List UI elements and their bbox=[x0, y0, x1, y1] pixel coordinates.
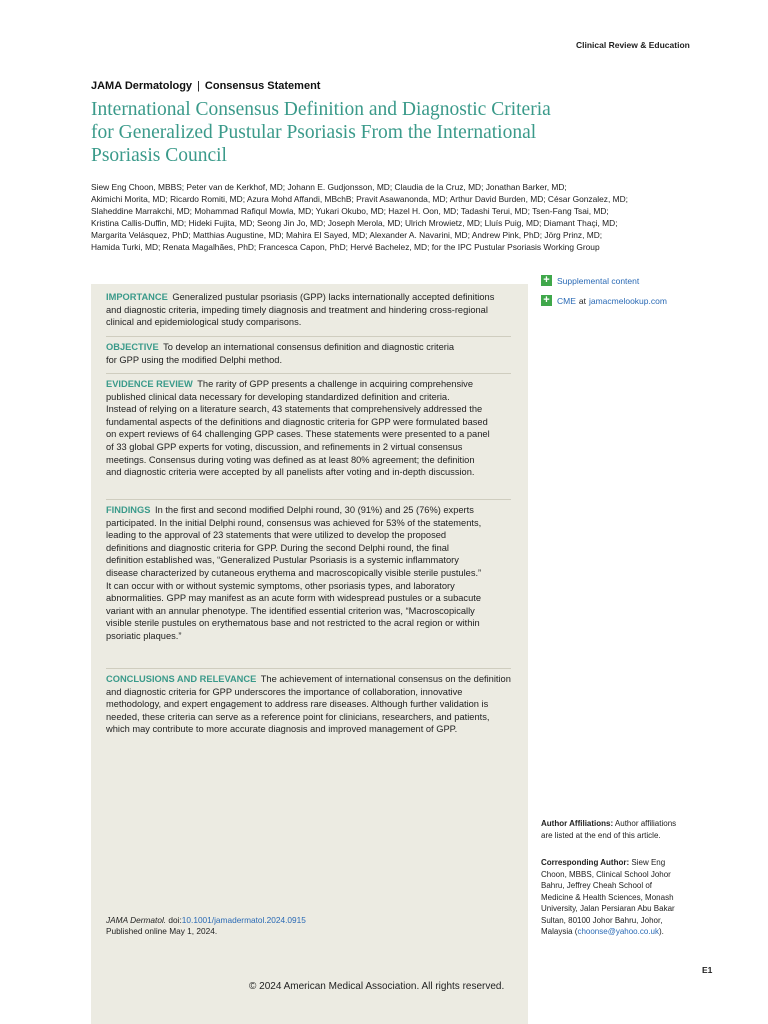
author-line: Hamida Turki, MD; Renata Magalhães, PhD; Francesca Capon, PhD; Hervé Bachelez, MD; for the IPC Pustular Psoriasis Working Group bbox=[91, 241, 600, 252]
article-title bbox=[91, 98, 591, 167]
abstract-line: The achievement of international consensus on the definition bbox=[260, 674, 511, 684]
journal-separator: | bbox=[197, 80, 200, 92]
supplemental-content-link[interactable] bbox=[541, 275, 639, 286]
affiliations-heading: Author Affiliations: bbox=[541, 819, 614, 828]
importance-heading: IMPORTANCE bbox=[106, 292, 168, 302]
abstract-evidence-review bbox=[106, 378, 511, 479]
journal-abbrev: JAMA Dermatol. bbox=[106, 915, 167, 925]
abstract-line: clinical and epidemiological study comparisons. bbox=[106, 317, 302, 328]
author-line: Siew Eng Choon, MBBS; Peter van de Kerkhof, MD; Johann E. Gudjonsson, MD; Claudia de la Cruz, MD; Jonathan Barker, MD; bbox=[91, 182, 567, 192]
abstract-line: variant with an annular phenotype. The identified essential criterion was, “Macroscopically bbox=[106, 605, 475, 616]
section-divider bbox=[106, 499, 511, 500]
abstract-findings bbox=[106, 504, 511, 643]
copyright-notice: © 2024 American Medical Association. All rights reserved. bbox=[249, 981, 505, 992]
affiliations-text: Author affiliations are listed at the end of this article. bbox=[541, 819, 677, 840]
page-number: E1 bbox=[702, 965, 713, 975]
section-divider bbox=[106, 668, 511, 669]
corresponding-heading: Corresponding Author: bbox=[541, 858, 630, 867]
abstract-line: on expert reviews of 64 challenging GPP cases. These statements were presented to a panel bbox=[106, 429, 490, 440]
abstract-line: which may contribute to more accurate diagnosis and improved management of GPP. bbox=[106, 724, 458, 735]
abstract-line: fundamental aspects of the definitions and diagnostic criteria for GPP were formulated based bbox=[106, 416, 488, 427]
title-line: for Generalized Pustular Psoriasis From the International bbox=[91, 122, 537, 143]
corresponding-end: ). bbox=[658, 927, 664, 936]
abstract-line: and diagnostic criteria were accepted by all panelists after voting and in-depth discussion. bbox=[106, 467, 475, 478]
abstract-line: and diagnostic criteria for GPP underscores the importance of collaboration, innovative bbox=[106, 686, 463, 697]
title-line: Psoriasis Council bbox=[91, 145, 227, 166]
evidence-heading: EVIDENCE REVIEW bbox=[106, 379, 193, 389]
journal-name: JAMA Dermatology bbox=[91, 80, 193, 92]
section-divider bbox=[106, 336, 511, 337]
doi-link[interactable]: 10.1001/jamadermatol.2024.0915 bbox=[181, 915, 306, 925]
abstract-importance bbox=[106, 291, 511, 329]
plus-icon: + bbox=[541, 295, 552, 306]
abstract-line: To develop an international consensus definition and diagnostic criteria bbox=[163, 342, 455, 352]
abstract-line: meetings. Consensus during voting was defined as at least 80% agreement; the definition bbox=[106, 454, 475, 465]
abstract-line: leading to the approval of 23 statements that were utilized to develop the proposed bbox=[106, 530, 447, 541]
abstract-line: methodology, and expert engagement to address rare diseases. Although further validation is bbox=[106, 699, 489, 710]
abstract-objective bbox=[106, 341, 511, 366]
abstract-line: Generalized pustular psoriasis (GPP) lacks internationally accepted definitions bbox=[172, 292, 495, 302]
abstract-line: definition established was, “Generalized Pustular Psoriasis is a systemic inflammatory bbox=[106, 555, 459, 566]
conclusions-heading: CONCLUSIONS AND RELEVANCE bbox=[106, 674, 257, 684]
abstract-conclusions bbox=[106, 673, 511, 736]
author-affiliations bbox=[541, 818, 681, 841]
cme-link[interactable] bbox=[541, 295, 667, 306]
author-line: Kristina Callis-Duffin, MD; Hideki Fujita, MD; Seong Jin Jo, MD; Joseph Merola, MD; Ulrich Mrowietz, MD; Lluís Puig, MD; Diamant Thaçi, MD; bbox=[91, 217, 618, 228]
abstract-line: abnormalities. GPP may manifest as an acute form with widespread pustules or a subacute bbox=[106, 593, 481, 604]
section-divider bbox=[106, 373, 511, 374]
abstract-line: published clinical data necessary for developing standardized definition and criteria. bbox=[106, 391, 450, 402]
abstract-line: In the first and second modified Delphi round, 30 (91%) and 25 (76%) experts bbox=[155, 505, 474, 515]
corresponding-text: Siew Eng Choon, MBBS, Clinical School Johor Bahru, Jeffrey Cheah School of Medicine & Health Sciences, Monash University, Jalan Persiaran Abu Bakar Sultan, 80100 Johor Bahru, Johor, Malaysia ( bbox=[541, 858, 675, 936]
abstract-line: participated. In the initial Delphi round, consensus was achieved for 53% of the statements, bbox=[106, 517, 482, 528]
corresponding-author bbox=[541, 857, 681, 938]
author-line: Slaheddine Marrakchi, MD; Mohammad Rafiqul Mowla, MD; Yukari Okubo, MD; Hazel H. Oon, MD; Tadashi Terui, MD; Tsen-Fang Tsai, MD; bbox=[91, 205, 609, 216]
abstract-line: needed, these criteria can serve as a reference point for clinicians, researchers, and patients, bbox=[106, 711, 490, 722]
published-date: Published online May 1, 2024. bbox=[106, 926, 218, 936]
author-line: Akimichi Morita, MD; Ricardo Romiti, MD; Azura Mohd Affandi, MBchB; Pravit Asawanonda, MD; Arthur David Burden, MD; César Gonzalez, MD; bbox=[91, 193, 628, 204]
abstract-line: visible sterile pustules on erythematous base and not restricted to the acral region or within bbox=[106, 618, 480, 629]
abstract-line: definitions and diagnostic criteria for GPP. During the second Delphi round, the final bbox=[106, 542, 449, 553]
title-line: International Consensus Definition and Diagnostic Criteria bbox=[91, 99, 551, 120]
objective-heading: OBJECTIVE bbox=[106, 342, 159, 352]
findings-heading: FINDINGS bbox=[106, 505, 151, 515]
citation bbox=[106, 915, 306, 937]
cme-label: CME bbox=[557, 295, 576, 306]
supplemental-label: Supplemental content bbox=[557, 275, 640, 286]
abstract-line: Instead of relying on a literature search, 43 statements that comprehensively addressed the bbox=[106, 404, 483, 415]
abstract-line: It can occur with or without systemic symptoms, other psoriasis types, and laboratory bbox=[106, 580, 455, 591]
abstract-line: and diagnostic criteria, impeding timely diagnosis and treatment and hindering cross-regional bbox=[106, 304, 488, 315]
abstract-line: disease characterized by cutaneous erythema and macroscopically visible sterile pustules.” bbox=[106, 567, 482, 578]
doi-prefix: doi: bbox=[168, 915, 182, 925]
section-label: Clinical Review & Education bbox=[576, 40, 690, 50]
author-list bbox=[91, 182, 636, 253]
abstract-line: psoriatic plaques.” bbox=[106, 630, 182, 641]
abstract-line: of 33 global GPP experts for voting, discussion, and refinements in 2 virtual consensus bbox=[106, 441, 463, 452]
article-type: Consensus Statement bbox=[204, 80, 321, 92]
abstract-line: The rarity of GPP presents a challenge in acquiring comprehensive bbox=[197, 379, 474, 389]
cme-at: at bbox=[578, 295, 586, 306]
email-link[interactable]: choonse@yahoo.co.uk bbox=[577, 927, 659, 936]
plus-icon: + bbox=[541, 275, 552, 286]
author-line: Margarita Velásquez, PhD; Matthias Augustine, MD; Mahira El Sayed, MD; Alexander A. Navarini, MD; Andrew Pink, PhD; Jörg Prinz, MD; bbox=[91, 229, 603, 240]
cme-url[interactable]: jamacmelookup.com bbox=[588, 295, 667, 306]
abstract-line: for GPP using the modified Delphi method. bbox=[106, 354, 283, 365]
abstract-box bbox=[91, 284, 528, 1024]
journal-line bbox=[91, 80, 320, 92]
